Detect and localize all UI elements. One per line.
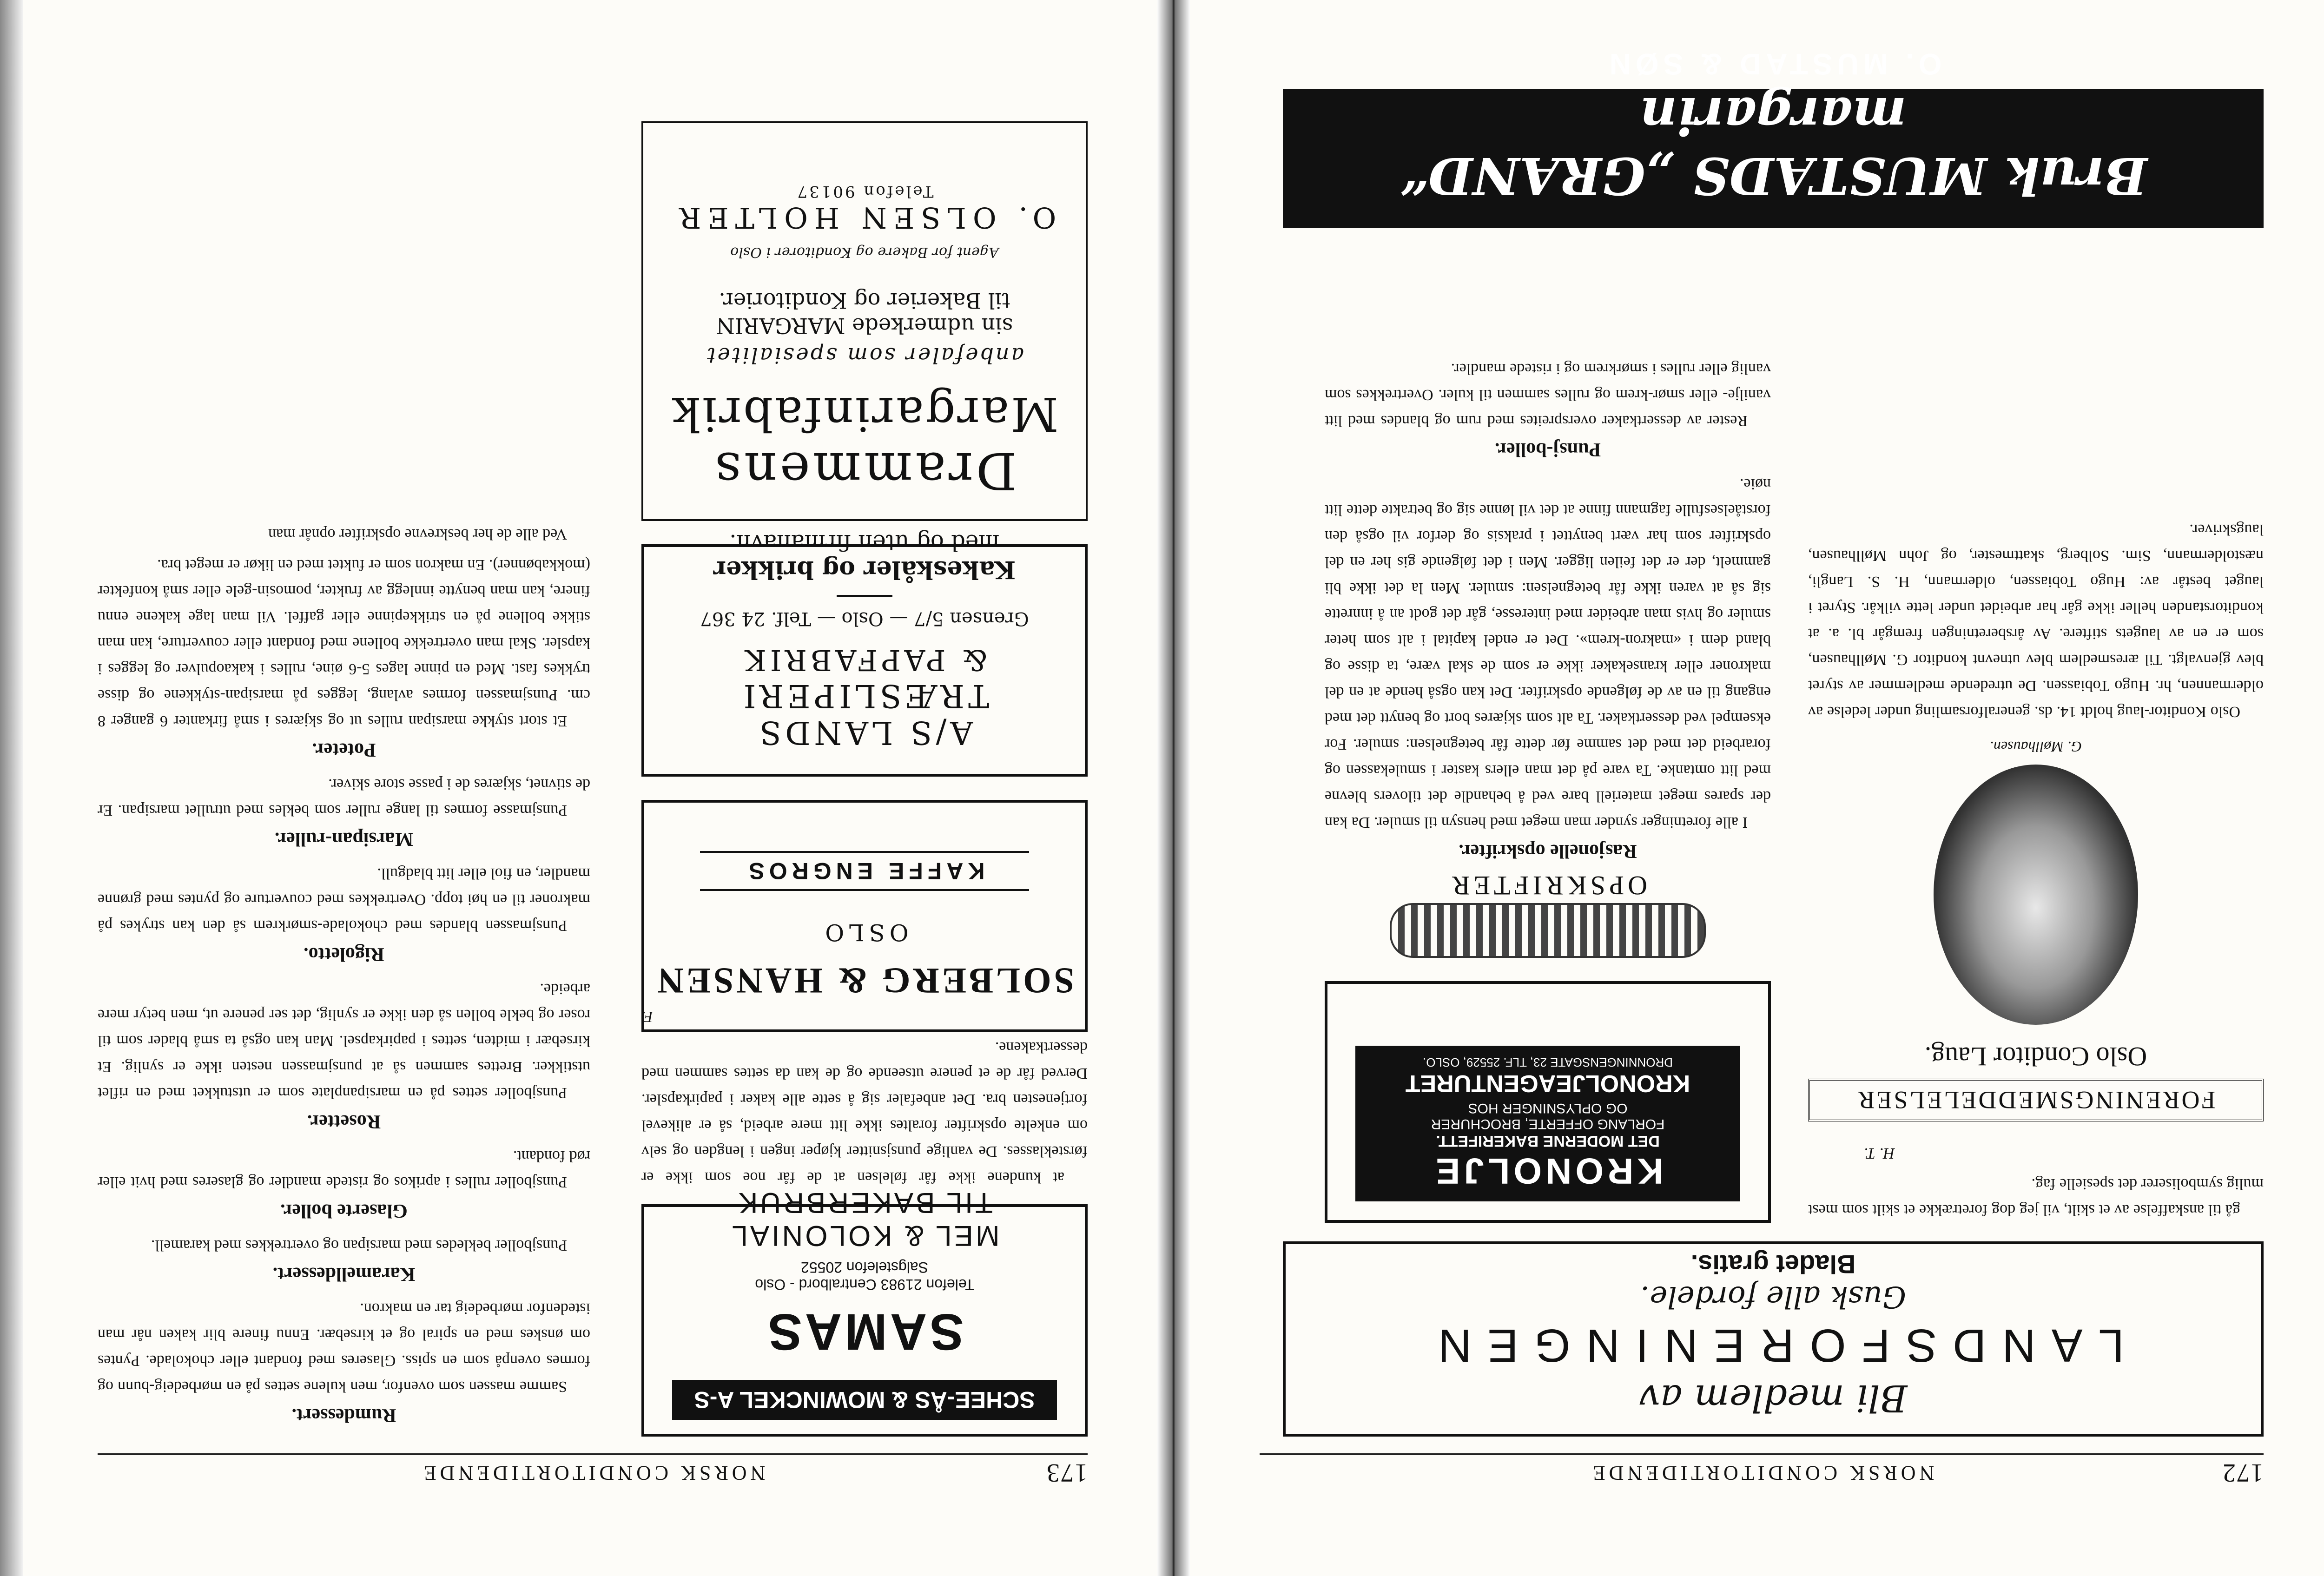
photo-caption: G. Møllhausen. bbox=[1989, 739, 2082, 755]
recipe-text: Samme massen som ovenfor, men kulene settes på en mørbedeig-bunn og formes ovenpå som en spiss. Glaseres med fondant eller chokolade. Pyntes om ønskes med en spiral og et kirsebær. Ennu finere blir kaken når man istedenfor mørbedeig tar en makron. bbox=[98, 1300, 590, 1395]
recipe-text: Et stort stykke marsipan rulles ut og skjæres i små firkanter 6 ganger 8 cm. Punsjmassen formes avlang, legges på marsipan-stykkene og disse trykkes fast. Med en pinne lages 5-6 øine, rulles i kakaopulver og legges i kapsler. Skal man overtrekke bollene med fondant eller couverture, kan man stikke bollene på en strikkepinne eller gaffel. Vil man lage kakene ennu finere, kan man benytte innlegg av frukter, pomosin-gele eller små konfekter (mokkabønner). En makron som er fuktet med en likør er meget bra. bbox=[98, 556, 590, 730]
recipe-title: Rosetter. bbox=[307, 1111, 381, 1132]
kronolje-line3: OG OPLYSNINGER HOS bbox=[1468, 1101, 1628, 1116]
opskrifter-heading: OPSKRIFTER bbox=[1448, 870, 1648, 901]
portrait-photo bbox=[1934, 765, 2138, 1025]
schee-line1: MEL & KOLONIAL bbox=[729, 1220, 1000, 1252]
recipe-text: Punsjmasse formes til lange ruller som bekles med utrullet marsipan. Er de stivnet, skjæres de i passe store skiver. bbox=[98, 776, 590, 819]
recipe-title: Marsipan-ruller. bbox=[274, 828, 414, 850]
drammens-line1: Drammens bbox=[712, 441, 1017, 501]
drammens-margarinfabrik-ad bbox=[641, 121, 1088, 521]
kronolje-brand: KRONOLJE bbox=[1432, 1151, 1664, 1192]
drammens-line3: anbefaler som spesialitet bbox=[705, 343, 1024, 368]
page-header bbox=[1260, 1453, 2264, 1497]
lands-line5: med og uten firmanavn. bbox=[729, 529, 1000, 555]
mustad-ad bbox=[1283, 47, 2264, 228]
drammens-line7: O. OLSEN HOLTER bbox=[673, 201, 1056, 235]
divider bbox=[837, 595, 892, 597]
section-heading: FORENINGSMEDDELELSER bbox=[1808, 1079, 2264, 1121]
landsforeningen-ad bbox=[1283, 1241, 2264, 1437]
drammens-line5: til Bakerier og Konditorier. bbox=[719, 288, 1010, 313]
page-number: 172 bbox=[2222, 1458, 2264, 1487]
recipe-title: Glaserte boller. bbox=[280, 1200, 408, 1221]
lands-line4: Kakeskåler og brikker bbox=[713, 555, 1016, 584]
lands-line3: Grensen 5/7 — Oslo — Telf. 24 367 bbox=[700, 608, 1029, 629]
kronolje-address: DRONNINGENSGATE 23, TLF. 25529, OSLO. bbox=[1423, 1055, 1673, 1069]
lands-traesliperi-ad bbox=[641, 529, 1088, 777]
solberg-line1: SOLBERG & HANSEN bbox=[654, 961, 1075, 1001]
drammens-line4: sin udmerkede MARGARIN bbox=[716, 313, 1013, 338]
mustad-line2: O. MUSTAD & SØN bbox=[1604, 47, 1942, 81]
kronolje-ad bbox=[1325, 981, 1771, 1223]
running-title: NORSK CONDITORTIDENDE bbox=[1589, 1462, 1934, 1484]
page-172 bbox=[1190, 0, 2324, 1576]
kronolje-line1: DET MODERNE BAKERIFETT. bbox=[1436, 1132, 1660, 1150]
subheading: Oslo Conditor Laug. bbox=[1924, 1042, 2147, 1072]
paragraph: Rester av dessertkaker overspreites med rum og blandes med litt vanilje- eller smør-krem og rulles sammen til kuler. Overtrekkes som vanlig eller rulles i smørkrem og i ristede mandler. bbox=[1325, 360, 1771, 429]
paragraph: at kundene ikke får følelsen at de får noe som ikke er førsteklasses. De vanlige punsjsnitter kjøper ingen i lengden og selv om enkelte opskrifter foraltes ikke litt mere arbeid, så er alikevel fortjenesten bra. Det anbefaler sig å sette alle kaker i papirkapsler. Derved får de et penere utseende og de kan da settes sammen med dessertkakene. bbox=[641, 1039, 1088, 1186]
page-173 bbox=[28, 0, 1157, 1576]
schee-brand: SCHEE-ÅS & MOWINCKEL A-S bbox=[672, 1380, 1057, 1420]
book-spine bbox=[1157, 0, 1190, 1576]
schee-line2: TIL BAKERBRUK bbox=[736, 1187, 993, 1219]
recipe-title: Rumdessert. bbox=[291, 1405, 396, 1426]
decorative-basket-ornament bbox=[1390, 903, 1706, 958]
left-column-top bbox=[1808, 512, 2264, 1223]
lands-line2: & PAPFABRIK bbox=[741, 643, 988, 677]
samas-logo: SAMAS bbox=[765, 1303, 964, 1360]
recipes-column bbox=[98, 516, 590, 1437]
recipe-title: Rigoletto. bbox=[304, 943, 384, 965]
recipe-text: Punsjboller settes på en marsipanplate som er utstukket med en riflet utstikker. Brettes sammen så at punsjmassen nesten ikke er synlig. Et kirsebær i midten, settes i papirkapsel. Man kan også ta små blader som til roser og bekle bollen så den ikke er synlig, det ser penere ut, men betyr mere arbeide. bbox=[98, 980, 590, 1101]
solberg-line2: OSLO bbox=[820, 919, 909, 946]
page-header bbox=[98, 1453, 1088, 1497]
schee-phone1: Telefon 21983 Centralbord - Oslo bbox=[755, 1276, 974, 1293]
page-number: 173 bbox=[1046, 1458, 1088, 1487]
solberg-hansen-ad bbox=[641, 800, 1088, 1032]
recipe-text: Punsjmassen blandes med chokolade-smørkrem så den kan strykes på makroner til en høi topp. Overtrekkes med couverture og pyntes med grønne mandler, en fiol eller litt bladgull. bbox=[98, 865, 590, 934]
drammens-line8: Telefon 90137 bbox=[795, 182, 934, 201]
landsforening-line3: Gusk alle fordele. bbox=[1640, 1279, 1906, 1314]
recipe-text: Punsjboller rulles i aprikos og ristede mandler og glaseres med hvit eller rød fondant. bbox=[98, 1147, 590, 1191]
landsforening-line2: LANDSFORENINGEN bbox=[1422, 1319, 2125, 1372]
drammens-line2: Margarinfabrik bbox=[670, 387, 1059, 441]
drammens-line6: Agent for Bakere og Konditorer i Oslo bbox=[730, 244, 999, 260]
kronolje-company: KRONOLJEAGENTURET bbox=[1405, 1070, 1690, 1097]
opskrifter-title: Rasjonelle opskrifter. bbox=[1459, 840, 1637, 862]
punsj-title: Punsj-boller. bbox=[1494, 439, 1601, 460]
landsforening-line1: Bli medlem av bbox=[1639, 1377, 1908, 1420]
closing-text: Ved alle de her beskrevne opskrifter opnår man bbox=[268, 526, 567, 543]
lands-line1: A/S LANDS TRÆSLIPERI bbox=[739, 677, 990, 751]
recipe-text: Punsjboller bekledes med marsipan og overtrekkes med karamell. bbox=[151, 1237, 567, 1254]
schee-phone2: Salgstelefon 20552 bbox=[801, 1259, 928, 1276]
opskrifter-column bbox=[1325, 351, 1771, 963]
solberg-line3: KAFFE ENGROS bbox=[700, 851, 1029, 891]
book-edge-left bbox=[0, 0, 23, 1576]
recipe-title: Poteter. bbox=[312, 739, 376, 760]
paragraph: Oslo Konditor-laug holdt 14. ds. generalforsamling under ledelse av oldermannen, hr. Hugo Tobiassen. De utredende medlemmer av styret blev gjenvalgt. Til æresmedlem blev utnevnt konditor G. Møllhausen, som er en av laugets stiftere. Av årsberetningen fremgår bl. a. at konditorstanden heller ikke går har arbeidet under lette vilkår. Styret i lauget består av: Hugo Tobiassen, oldermann, H. S. Langli, næstoldermann, Sim. Solberg, skattmester, og John Møllhausen, laugskriver. bbox=[1808, 521, 2264, 720]
mustad-line1: Bruk MUSTADS „GRAND“ margarin bbox=[1399, 86, 2148, 206]
landsforening-line4: Bladet gratis. bbox=[1690, 1250, 1856, 1279]
signature: F. bbox=[641, 1008, 653, 1025]
paragraph: I alle foretninger synder man meget med hensyn til smuler. Da kan der spares meget materiell bare ved å behandle det tilovers blevne med litt omtanke. Ta vare på det man ellers kaster i smulekassen og forarbeid det med det samme før dette får betegnelsen: smuler. For eksempel ved dessertkaker. Ta alt som skjæres bort og benytt det med engang til en av de følgende opskrifter. Det kan også hende at en del makroner eller kransekaker ikke er som de skal være, ta disse og bland dem i «makron-krem». Det er endel kapital i alt som heter smuler og hvis man arbeider med interesse, går det godt an å innrette sig så at varen ikke får betegnelsen: smuler. Men la det ikke bli gammelt, der er det feilen ligger. Men i det følgende gis her en del opskrifter som har vært benyttet i praksis og derfor vil også den forståelsesfulle fagmann finne at det vil lønne sig og betrakte dette litt nøie. bbox=[1325, 475, 1771, 831]
paragraph: gå til anskaffelse av et skilt, vil jeg dog foretrække et skilt som mest mulig symboliserer det spesielle fag. bbox=[1808, 1175, 2264, 1219]
kronolje-line2: FORLANG OFFERTE, BROCHURER bbox=[1431, 1116, 1665, 1132]
signature: H. T. bbox=[1864, 1145, 1895, 1162]
schee-ad bbox=[641, 1187, 1088, 1437]
running-title: NORSK CONDITORTIDENDE bbox=[420, 1462, 766, 1484]
recipe-title: Karamelldessert. bbox=[272, 1263, 416, 1285]
